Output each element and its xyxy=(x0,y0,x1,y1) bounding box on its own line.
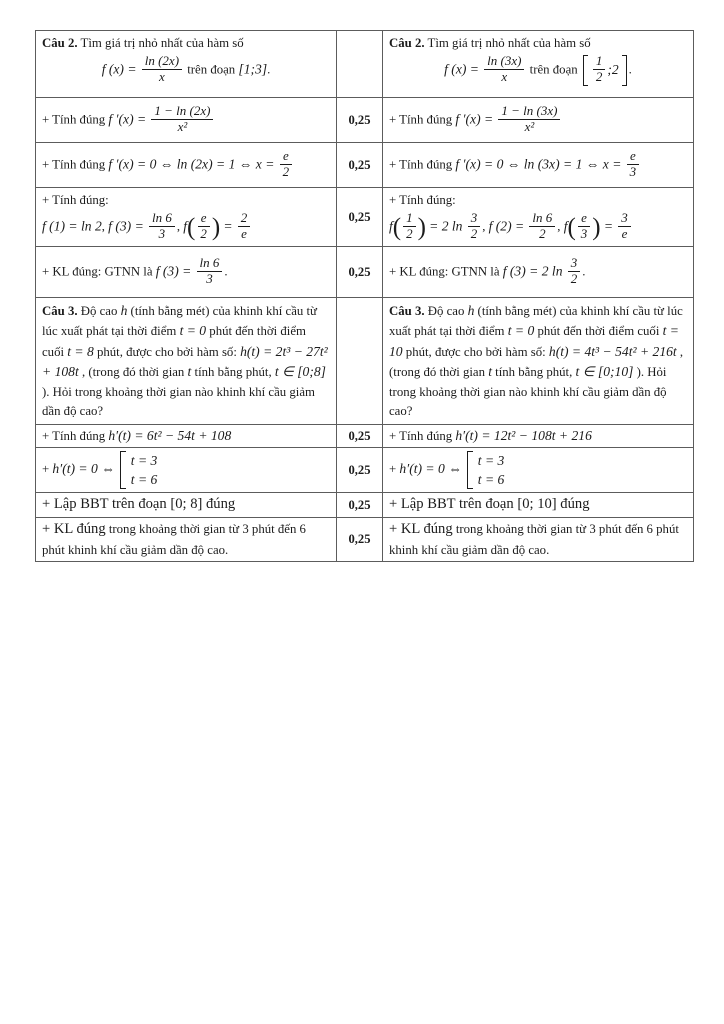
math-run: h xyxy=(467,303,475,319)
right-paren: ) xyxy=(211,214,221,242)
equation: h′(t) = 6t² − 54t + 108 xyxy=(108,428,232,443)
equals: = xyxy=(223,218,233,234)
q2-left-statement-cell xyxy=(36,31,337,98)
step-text: + xyxy=(389,462,400,477)
question-label: Câu 3. xyxy=(389,304,425,319)
row-q3-derivative xyxy=(36,425,694,448)
interval-text: trên đoạn xyxy=(529,62,581,77)
fraction-denominator: 2 xyxy=(595,69,603,85)
right-paren: ) xyxy=(592,214,601,242)
q2-left-critical-cell xyxy=(36,143,337,188)
case-2: t = 6 xyxy=(477,472,505,488)
step-text: + Tính đúng: xyxy=(389,193,456,207)
f-of-x: f (x) = xyxy=(444,61,479,77)
row-q2-statement xyxy=(36,31,694,98)
step-text: + Tính đúng xyxy=(389,429,456,443)
big-paren-group xyxy=(393,212,426,243)
fraction-denominator: x xyxy=(501,69,508,85)
left-paren: ( xyxy=(187,214,196,242)
equation: h′(t) = 12t² − 108t + 216 xyxy=(455,428,592,443)
q3-left-statement-cell xyxy=(36,298,337,425)
q2-right-values xyxy=(389,212,687,243)
fraction xyxy=(149,211,175,242)
score-cell xyxy=(337,518,383,562)
score-cell xyxy=(337,247,383,298)
interval-text: trên đoạn xyxy=(187,62,239,77)
equation: f ′(x) = 0 ⇔ ln (3x) = 1 ⇔ x = xyxy=(455,155,622,171)
equals: = 2 ln xyxy=(429,218,463,234)
score-value: 0,25 xyxy=(348,264,371,279)
equation: h′(t) = 0 ⇔ xyxy=(52,461,115,477)
fraction xyxy=(593,54,606,85)
q2-left-derivative-cell xyxy=(36,98,337,143)
q3-right-statement-cell xyxy=(383,298,694,425)
fraction-denominator: 3 xyxy=(580,226,588,242)
q2-right-values-cell xyxy=(383,188,694,247)
q2-right-critical-cell xyxy=(383,143,694,188)
q2-left-intro xyxy=(42,34,330,53)
equation: f ′(x) = 0 ⇔ ln (2x) = 1 ⇔ x = xyxy=(108,155,275,171)
step-text: + Tính đúng xyxy=(389,111,456,126)
fraction-denominator: 3 xyxy=(629,163,637,179)
big-paren-group xyxy=(567,212,600,243)
score-value: 0,25 xyxy=(348,532,371,547)
fraction xyxy=(627,149,640,180)
text-run: ). Hỏi trong khoảng thời gian nào khinh khí cầu giảm dần độ cao? xyxy=(42,384,315,418)
bbt-text: + Lập BBT trên đoạn [0; 8] đúng xyxy=(42,496,236,513)
score-value: 0,25 xyxy=(348,497,371,512)
fraction-numerator: ln (2x) xyxy=(142,54,182,70)
equals: = xyxy=(603,218,614,234)
fraction xyxy=(468,211,481,242)
fraction xyxy=(151,104,213,135)
fraction xyxy=(142,54,182,85)
q3-right-derivative-cell xyxy=(383,425,694,448)
fraction-numerator: ln 6 xyxy=(529,211,555,227)
score-cell xyxy=(337,448,383,493)
fraction-numerator: 1 − ln (2x) xyxy=(151,104,213,120)
text-run: tính bằng phút, xyxy=(491,365,576,380)
score-value: 0,25 xyxy=(348,157,371,172)
fraction-numerator: 1 xyxy=(593,54,606,70)
row-q2-critical-point xyxy=(36,143,694,188)
score-value: 0,25 xyxy=(348,209,371,224)
bbt-text: + Lập BBT trên đoạn [0; 10] đúng xyxy=(389,496,590,513)
step-text: + Tính đúng xyxy=(42,429,109,443)
q2-left-values-cell xyxy=(36,188,337,247)
fraction-denominator: 2 xyxy=(282,163,290,179)
derivative-lhs: f ′(x) = xyxy=(108,110,147,126)
step-text: + Tính đúng xyxy=(389,156,456,171)
fraction xyxy=(529,211,555,242)
value-f2: f (2) = xyxy=(488,218,525,234)
score-value: 0,25 xyxy=(348,112,371,127)
step-text: + Tính đúng xyxy=(42,156,109,171)
score-value: 0,25 xyxy=(348,462,371,477)
fraction-numerator: e xyxy=(627,149,639,165)
fraction xyxy=(618,211,631,242)
q2-right-formula xyxy=(389,55,687,86)
row-q3-bbt xyxy=(36,493,694,518)
score-cell xyxy=(337,188,383,247)
right-bracket-shape xyxy=(622,55,627,86)
score-value: 0,25 xyxy=(348,428,371,443)
question-label: Câu 3. xyxy=(42,304,78,319)
conclusion-text: + KL đúng: GTNN là xyxy=(389,264,503,278)
value-fhalf: f xyxy=(389,218,393,234)
fraction-denominator: x xyxy=(158,69,165,85)
q3-left-conclusion-cell xyxy=(36,518,337,562)
cases-bracket-shape xyxy=(120,451,126,489)
q3-right-conclusion-cell xyxy=(383,518,694,562)
period: . xyxy=(628,62,632,77)
conclusion-head: + KL đúng xyxy=(42,521,106,538)
equation: h′(t) = 0 ⇔ xyxy=(399,461,462,477)
question-label: Câu 2. xyxy=(389,36,425,50)
cases-group xyxy=(467,451,505,489)
text-run: , (trong đó thời gian xyxy=(389,344,684,380)
fraction-denominator: e xyxy=(621,226,628,242)
cases-group xyxy=(120,451,158,489)
step-text: + Tính đúng: xyxy=(42,193,109,207)
score-cell-empty xyxy=(337,298,383,425)
fraction-denominator: 2 xyxy=(539,226,546,242)
math-run: t = 10 xyxy=(389,323,679,359)
text-run: (tính bằng mét) của khinh khí cầu từ lúc xuất phát tại thời điểm xyxy=(389,304,683,339)
question-label: Câu 2. xyxy=(42,36,78,50)
cases-stack xyxy=(478,451,505,489)
text-run: (tính bằng mét) của khinh khí cầu từ lúc xuất phát tại thời điểm xyxy=(42,304,317,339)
cases-bracket-shape xyxy=(467,451,473,489)
q3-left-roots-cell xyxy=(36,448,337,493)
fraction-denominator: 2 xyxy=(200,226,207,242)
fraction-denominator: 2 xyxy=(470,226,478,242)
conclusion-head: + KL đúng xyxy=(389,521,453,538)
big-bracket-interval xyxy=(583,55,627,86)
conclusion-rest: trong khoảng thời gian từ 3 phút đến 6 phút khinh khí cầu giảm dần độ cao. xyxy=(389,522,679,558)
text-run: ). Hỏi trong khoảng thời gian nào khinh khí cầu giảm dần độ cao? xyxy=(389,365,667,418)
value-fe3: f xyxy=(563,218,568,234)
q2-left-values xyxy=(42,212,330,243)
row-q3-conclusion xyxy=(36,518,694,562)
row-q3-roots xyxy=(36,448,694,493)
value-f1: f (1) = ln 2 xyxy=(42,218,102,234)
score-cell-empty xyxy=(337,31,383,98)
fraction xyxy=(403,211,416,242)
text-run: phút đến thời điểm cuối xyxy=(534,324,663,339)
q2-left-conclusion-cell xyxy=(36,247,337,298)
fraction-numerator: e xyxy=(578,211,590,227)
interval: [1;3] xyxy=(238,61,268,77)
q2-right-intro xyxy=(389,34,687,53)
score-cell xyxy=(337,98,383,143)
answer-key-table xyxy=(35,30,694,562)
fraction xyxy=(484,54,524,85)
row-q2-values xyxy=(36,188,694,247)
fraction-numerator: ln 6 xyxy=(149,211,175,227)
value-f3: f (3) = xyxy=(108,218,144,234)
math-run: t ∈ [0;8] xyxy=(274,364,326,380)
text-run: Độ cao xyxy=(424,304,468,319)
comma: , xyxy=(557,219,564,234)
q3-left-derivative-cell xyxy=(36,425,337,448)
f-of-x: f (x) = xyxy=(101,61,137,77)
period: . xyxy=(267,62,271,77)
comma: , xyxy=(176,219,184,234)
score-cell xyxy=(337,425,383,448)
score-cell xyxy=(337,143,383,188)
period: . xyxy=(224,264,228,278)
fraction-denominator: e xyxy=(241,226,247,242)
fraction-numerator: 2 xyxy=(238,211,251,227)
conclusion-text: + KL đúng: GTNN là xyxy=(42,264,156,278)
fraction-numerator: 3 xyxy=(618,211,631,227)
period: . xyxy=(582,264,586,278)
score-cell xyxy=(337,493,383,518)
value-fe2: f xyxy=(183,218,188,234)
comma: , xyxy=(101,219,109,234)
step-text: + xyxy=(42,462,53,477)
interval-tail: ;2 xyxy=(607,62,619,78)
fraction-numerator: 1 xyxy=(403,211,416,227)
math-run: h xyxy=(120,303,128,319)
fraction-numerator: 3 xyxy=(568,256,581,272)
right-paren: ) xyxy=(417,214,426,242)
math-run: t = 8 xyxy=(67,343,94,359)
math-run: h(t) = 2t³ − 27t² + 108t xyxy=(42,343,328,380)
fraction-numerator: e xyxy=(280,149,292,165)
q2-left-formula xyxy=(42,55,330,86)
fraction-denominator: x² xyxy=(177,118,188,134)
fraction-denominator: 3 xyxy=(158,226,166,242)
row-q3-statement xyxy=(36,298,694,425)
fraction xyxy=(197,256,223,287)
math-run: t xyxy=(488,364,492,380)
comma: , xyxy=(482,219,489,234)
case-1: t = 3 xyxy=(477,453,505,469)
text-run: phút, được cho bởi hàm số: xyxy=(402,344,549,359)
q3-right-bbt-cell xyxy=(383,493,694,518)
fraction xyxy=(280,149,293,180)
fraction-denominator: 3 xyxy=(206,270,213,286)
fraction-denominator: 2 xyxy=(570,270,578,286)
row-q2-conclusion xyxy=(36,247,694,298)
fraction-numerator: 3 xyxy=(468,211,481,227)
case-2: t = 6 xyxy=(130,472,158,488)
left-bracket-shape xyxy=(583,55,588,86)
fraction xyxy=(568,256,581,287)
left-paren: ( xyxy=(567,214,576,242)
fraction-numerator: ln 6 xyxy=(197,256,223,272)
cases-stack xyxy=(131,451,158,489)
fraction-denominator: 2 xyxy=(406,226,413,242)
conclusion-lhs: f (3) = xyxy=(155,263,192,278)
q2-right-statement-cell xyxy=(383,31,694,98)
fraction xyxy=(498,104,560,135)
step-text: + Tính đúng xyxy=(42,111,109,126)
math-run: t xyxy=(187,364,192,380)
derivative-lhs: f ′(x) = xyxy=(455,110,494,126)
row-q2-derivative xyxy=(36,98,694,143)
fraction-numerator: e xyxy=(198,211,210,227)
q2-right-conclusion-cell xyxy=(383,247,694,298)
conclusion-rest: trong khoảng thời gian từ 3 phút đến 6 phút khinh khí cầu giảm dần độ cao. xyxy=(42,522,306,558)
big-paren-group xyxy=(187,212,220,243)
fraction xyxy=(197,211,210,242)
fraction-numerator: 1 − ln (3x) xyxy=(498,104,560,120)
fraction-denominator: x² xyxy=(524,118,535,134)
text-run: tính bằng phút, xyxy=(191,365,275,380)
math-run: t ∈ [0;10] xyxy=(575,364,634,380)
q3-left-bbt-cell xyxy=(36,493,337,518)
left-paren: ( xyxy=(392,214,402,242)
fraction xyxy=(238,211,251,242)
q3-right-roots-cell xyxy=(383,448,694,493)
text-run: phút đến thời điểm cuối xyxy=(42,324,306,359)
math-run: h(t) = 4t³ − 54t² + 216t xyxy=(548,343,677,359)
math-run: t = 0 xyxy=(507,323,535,339)
conclusion-lhs: f (3) = 2 ln xyxy=(502,263,563,278)
question-intro: Tìm giá trị nhỏ nhất của hàm số xyxy=(424,36,591,50)
text-run: Độ cao xyxy=(77,304,121,319)
case-1: t = 3 xyxy=(130,453,158,469)
text-run: , (trong đó thời gian xyxy=(78,365,188,380)
fraction-numerator: ln (3x) xyxy=(484,54,524,70)
q2-right-derivative-cell xyxy=(383,98,694,143)
math-run: t = 0 xyxy=(179,323,207,339)
text-run: phút, được cho bởi hàm số: xyxy=(93,344,241,359)
fraction xyxy=(578,211,591,242)
question-intro: Tìm giá trị nhỏ nhất của hàm số xyxy=(77,36,244,50)
